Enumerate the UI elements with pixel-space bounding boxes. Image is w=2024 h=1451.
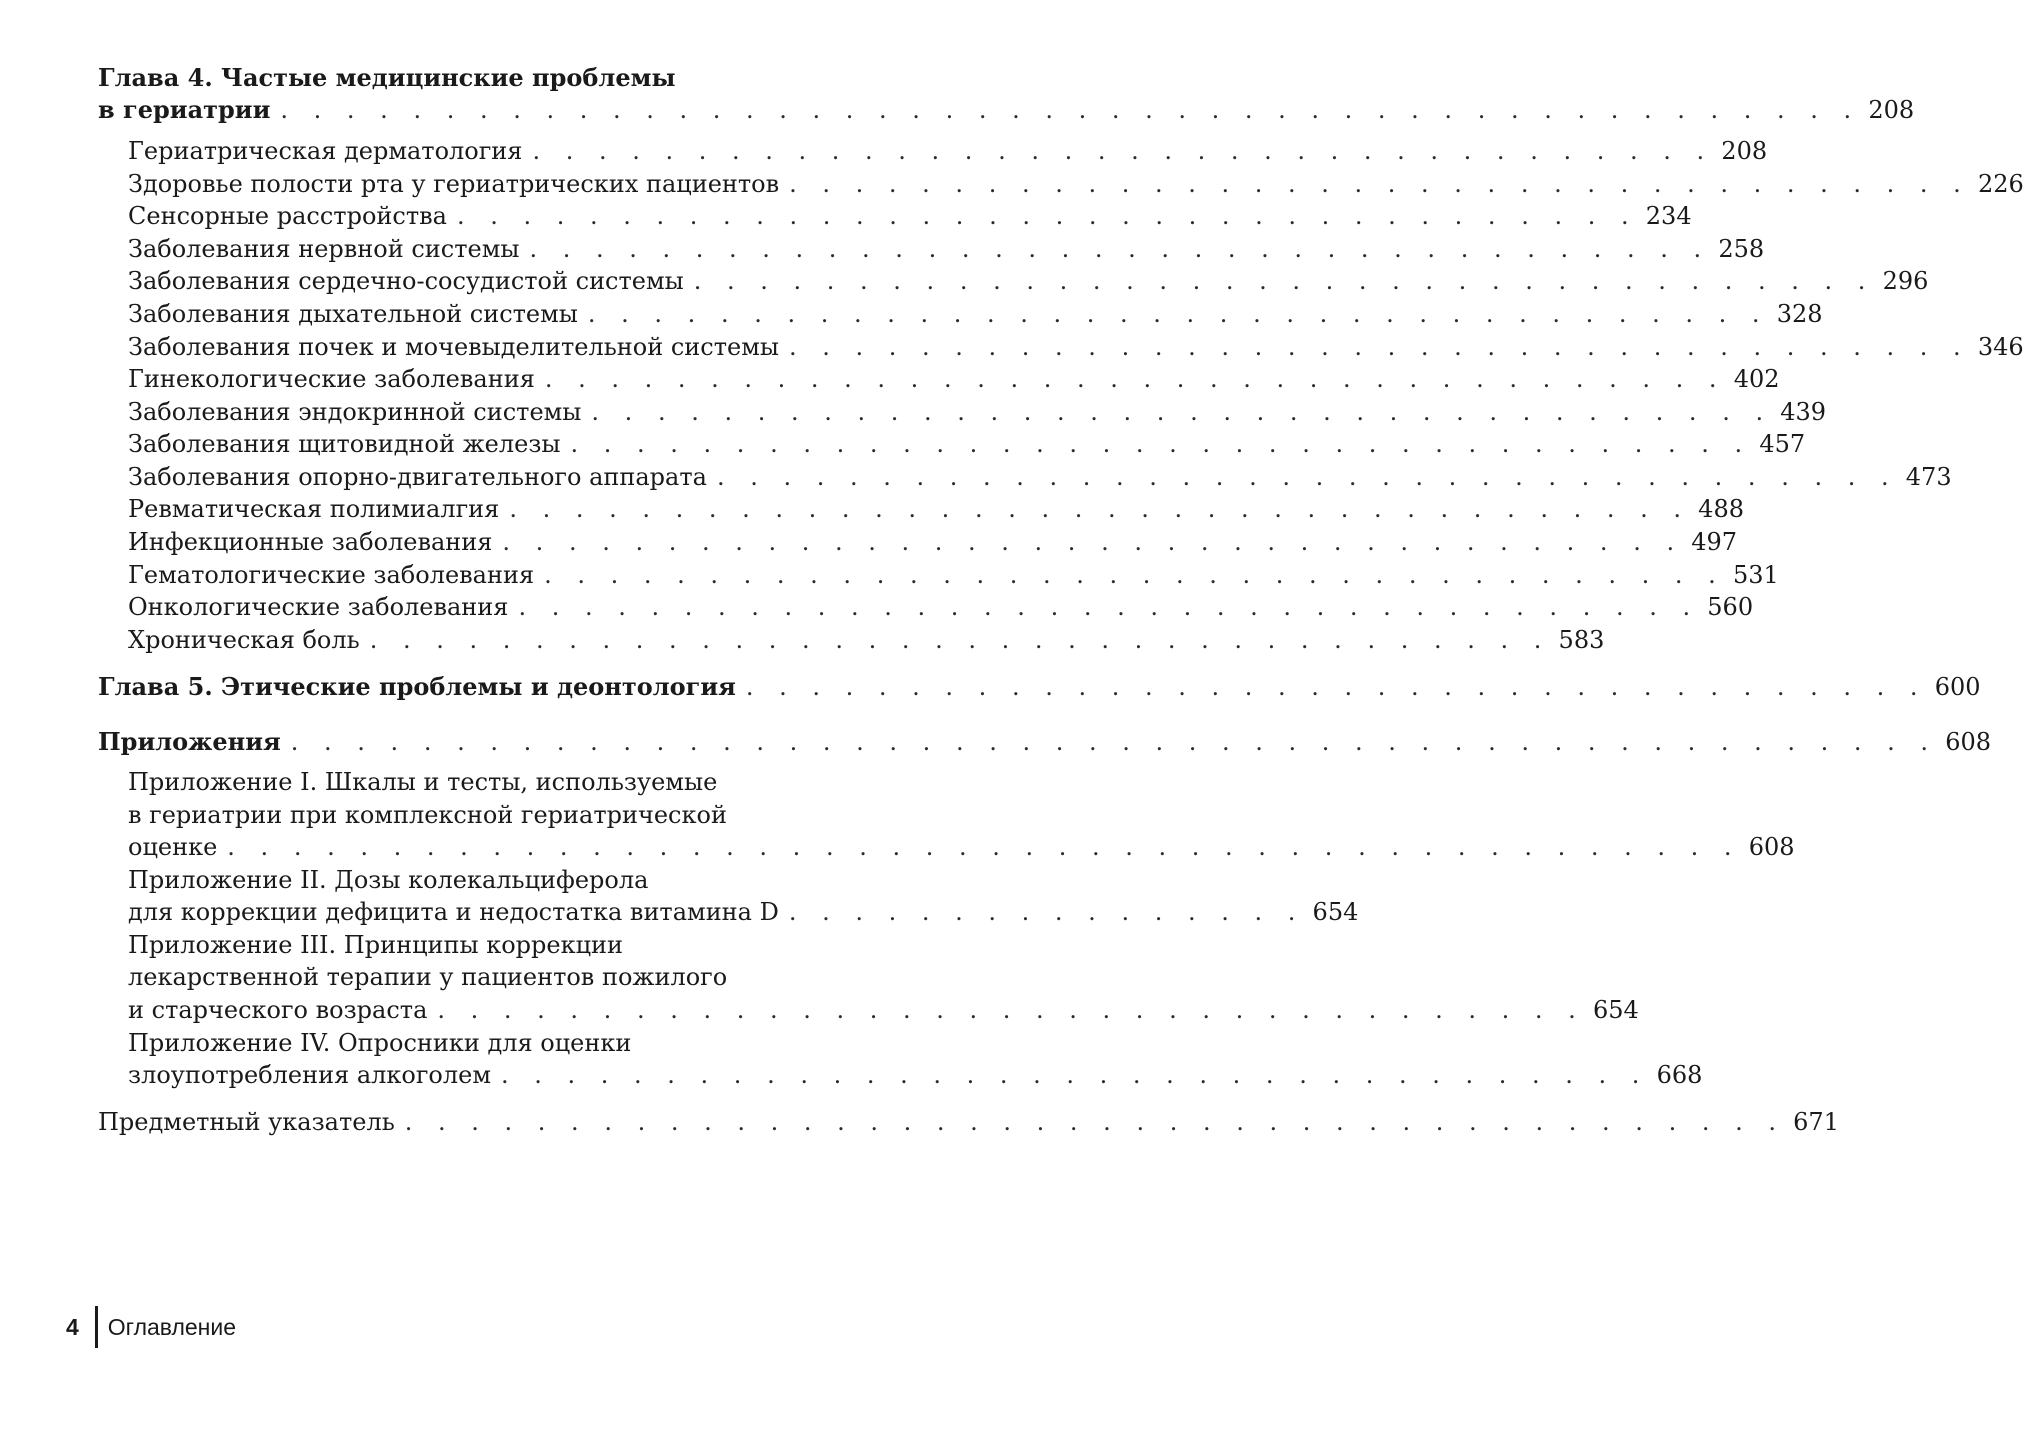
toc-entry[interactable] [128, 332, 2024, 362]
appendix-4-line2[interactable] [128, 1060, 1703, 1090]
leader-dots: . . . . . . . . . . . . . . . . . . . . . . . . . . . . . . . . . . . . . . . . . . . . . . [227, 833, 1741, 861]
entry-title: Гериатрическая дерматология [128, 137, 523, 165]
leader-dots: . . . . . . . . . . . . . . . . . . . . . . . . . . . . . . . . . . . . . . . . . . [404, 1108, 1785, 1136]
entry-page: 328 [1776, 300, 1823, 328]
toc-entry[interactable] [128, 234, 1765, 264]
leader-dots: . . . . . . . . . . . . . . . . . . . . . . . . . . . . . . . . . . . . . . . . . . . . . . . . [280, 96, 1861, 124]
footer-divider [95, 1306, 98, 1348]
entry-page: 457 [1759, 430, 1806, 458]
appendix-4-line1[interactable] [128, 1028, 930, 1058]
leader-dots: . . . . . . . . . . . . . . . . . . . . . . . . . . . . . . . . . . . . [587, 300, 1769, 328]
toc-entry[interactable] [128, 299, 1823, 329]
entry-page: 583 [1558, 626, 1605, 654]
appendix-page: 608 [1748, 833, 1795, 861]
entry-title: Онкологические заболевания [128, 593, 509, 621]
subject-index-page: 671 [1793, 1108, 1839, 1136]
appendix-title-text: для коррекции дефицита и недостатка витамина D [128, 898, 779, 926]
leader-dots: . . . . . . . . . . . . . . . . . . . . . . . . . . . . . . . . . . . . [693, 267, 1875, 295]
toc-entry[interactable] [128, 397, 1827, 427]
leader-dots: . . . . . . . . . . . . . . . . . . . . . . . . . . . . . . . . . . . . [502, 528, 1684, 556]
chapter-5-title[interactable] [98, 672, 1981, 702]
entry-title: Заболевания сердечно-сосудистой системы [128, 267, 684, 295]
entry-title: Заболевания щитовидной железы [128, 430, 561, 458]
toc-entry[interactable] [128, 462, 1952, 492]
leader-dots: . . . . . . . . . . . . . . . . . . . . . . . . . . . . . . . . . . . . [509, 495, 1690, 523]
leader-dots: . . . . . . . . . . . . . . . . . . . . . . . . . . . . . . . . . . . . [544, 561, 1725, 589]
entry-page: 258 [1718, 235, 1765, 263]
appendix-3-line3[interactable] [128, 995, 1639, 1025]
chapter-5-page: 600 [1934, 673, 1981, 701]
leader-dots: . . . . . . . . . . . . . . . . . . . . . . . . . . . . . . . . . . . . . . . . . . . . . . . . . . [290, 728, 1938, 756]
leader-dots: . . . . . . . . . . . . . . . . . . . . . . . . . . . . . . . . . . . [437, 996, 1585, 1024]
entry-title: Инфекционные заболевания [128, 528, 493, 556]
appendix-3-line1[interactable] [128, 930, 930, 960]
entry-title: Заболевания опорно-двигательного аппарата [128, 463, 707, 491]
leader-dots: . . . . . . . . . . . . . . . . . . . . . . . . . . . . . . . . . . . . [532, 137, 1714, 165]
entry-title: Гинекологические заболевания [128, 365, 535, 393]
appendix-1-line3[interactable] [128, 832, 1795, 862]
appendix-page: 668 [1656, 1061, 1703, 1089]
entry-page: 488 [1698, 495, 1744, 523]
chapter-4-page: 208 [1868, 96, 1915, 124]
appendix-title-text: Приложение II. Дозы колекальциферола [128, 866, 649, 894]
toc-entry[interactable] [128, 494, 1744, 524]
entry-title: Гематологические заболевания [128, 561, 535, 589]
footer-page-number: 4 [66, 1313, 79, 1340]
leader-dots: . . . . . . . . . . . . . . . . [788, 898, 1305, 926]
leader-dots: . . . . . . . . . . . . . . . . . . . . . . . . . . . . . . . . . . . . [745, 673, 1927, 701]
leader-dots: . . . . . . . . . . . . . . . . . . . . . . . . . . . . . . . . . . . . [788, 333, 1970, 361]
page-footer [66, 1306, 236, 1348]
appendix-3-line2[interactable] [128, 962, 930, 992]
entry-page: 560 [1707, 593, 1754, 621]
leader-dots: . . . . . . . . . . . . . . . . . . . . . . . . . . . . . . . . . . . . [518, 593, 1700, 621]
toc-entry[interactable] [128, 429, 1806, 459]
chapter-4-title-line1: Глава 4. Частые медицинские проблемы [98, 63, 676, 92]
appendices-title-text: Приложения [98, 727, 281, 756]
appendix-page: 654 [1312, 898, 1359, 926]
chapter-5-title-text: Глава 5. Этические проблемы и деонтология [98, 672, 736, 701]
entry-title: Ревматическая полимиалгия [128, 495, 500, 523]
leader-dots: . . . . . . . . . . . . . . . . . . . . . . . . . . . . . . . . . . . . [591, 398, 1773, 426]
entry-page: 226 [1977, 170, 2024, 198]
leader-dots: . . . . . . . . . . . . . . . . . . . . . . . . . . . . . . . . . . . [501, 1061, 1649, 1089]
entry-title: Здоровье полости рта у гериатрических пациентов [128, 170, 780, 198]
entry-title: Хроническая боль [128, 626, 360, 654]
toc-entry[interactable] [128, 201, 1692, 231]
entry-page: 497 [1691, 528, 1738, 556]
appendix-title-text: оценке [128, 833, 218, 861]
entry-page: 296 [1882, 267, 1929, 295]
entry-title: Сенсорные расстройства [128, 202, 447, 230]
appendix-title-text: в гериатрии при комплексной гериатрической [128, 801, 727, 829]
toc-entry[interactable] [128, 625, 1605, 655]
chapter-4-title-cont[interactable] [98, 95, 1915, 125]
entry-page: 439 [1780, 398, 1827, 426]
entry-page: 208 [1721, 137, 1768, 165]
leader-dots: . . . . . . . . . . . . . . . . . . . . . . . . . . . . . . . . . . . . [456, 202, 1638, 230]
chapter-4-title[interactable] [98, 63, 930, 93]
appendix-title-text: и старческого возраста [128, 996, 428, 1024]
toc-entry[interactable] [128, 136, 1768, 166]
appendices-title[interactable] [98, 727, 1992, 757]
appendix-title-text: Приложение I. Шкалы и тесты, используемые [128, 768, 718, 796]
appendix-1-line1[interactable] [128, 767, 930, 797]
appendices-page: 608 [1945, 728, 1992, 756]
entry-title: Заболевания эндокринной системы [128, 398, 582, 426]
leader-dots: . . . . . . . . . . . . . . . . . . . . . . . . . . . . . . . . . . . . [544, 365, 1726, 393]
appendix-page: 654 [1592, 996, 1639, 1024]
appendix-title-text: злоупотребления алкоголем [128, 1061, 491, 1089]
entry-page: 473 [1905, 463, 1952, 491]
leader-dots: . . . . . . . . . . . . . . . . . . . . . . . . . . . . . . . . . . . . [570, 430, 1752, 458]
toc-entry[interactable] [128, 527, 1738, 557]
entry-page: 234 [1645, 202, 1692, 230]
leader-dots: . . . . . . . . . . . . . . . . . . . . . . . . . . . . . . . . . . . . [716, 463, 1898, 491]
toc-entry[interactable] [128, 364, 1780, 394]
appendix-title-text: лекарственной терапии у пациентов пожилого [128, 963, 728, 991]
appendix-title-text: Приложение III. Принципы коррекции [128, 931, 624, 959]
entry-page: 402 [1733, 365, 1780, 393]
subject-index-title: Предметный указатель [98, 1108, 395, 1136]
entry-title: Заболевания дыхательной системы [128, 300, 578, 328]
entry-title: Заболевания нервной системы [128, 235, 520, 263]
toc-entry[interactable] [128, 592, 1754, 622]
footer-section-title: Оглавление [107, 1313, 237, 1340]
leader-dots: . . . . . . . . . . . . . . . . . . . . . . . . . . . . . . . . . . . . [369, 626, 1551, 654]
entry-page: 531 [1732, 561, 1779, 589]
entry-title: Заболевания почек и мочевыделительной системы [128, 333, 779, 361]
chapter-4-title-line2: в гериатрии [98, 95, 271, 124]
appendix-2-line1[interactable] [128, 865, 930, 895]
appendix-title-text: Приложение IV. Опросники для оценки [128, 1029, 632, 1057]
toc-entry[interactable] [128, 169, 2024, 199]
toc-entry[interactable] [128, 266, 1929, 296]
appendix-2-line2[interactable] [128, 897, 1359, 927]
subject-index[interactable] [98, 1107, 1839, 1137]
leader-dots: . . . . . . . . . . . . . . . . . . . . . . . . . . . . . . . . . . . . [529, 235, 1711, 263]
leader-dots: . . . . . . . . . . . . . . . . . . . . . . . . . . . . . . . . . . . . [789, 170, 1970, 198]
toc-entry[interactable] [128, 560, 1779, 590]
appendix-1-line2[interactable] [128, 800, 930, 830]
entry-page: 346 [1977, 333, 2024, 361]
